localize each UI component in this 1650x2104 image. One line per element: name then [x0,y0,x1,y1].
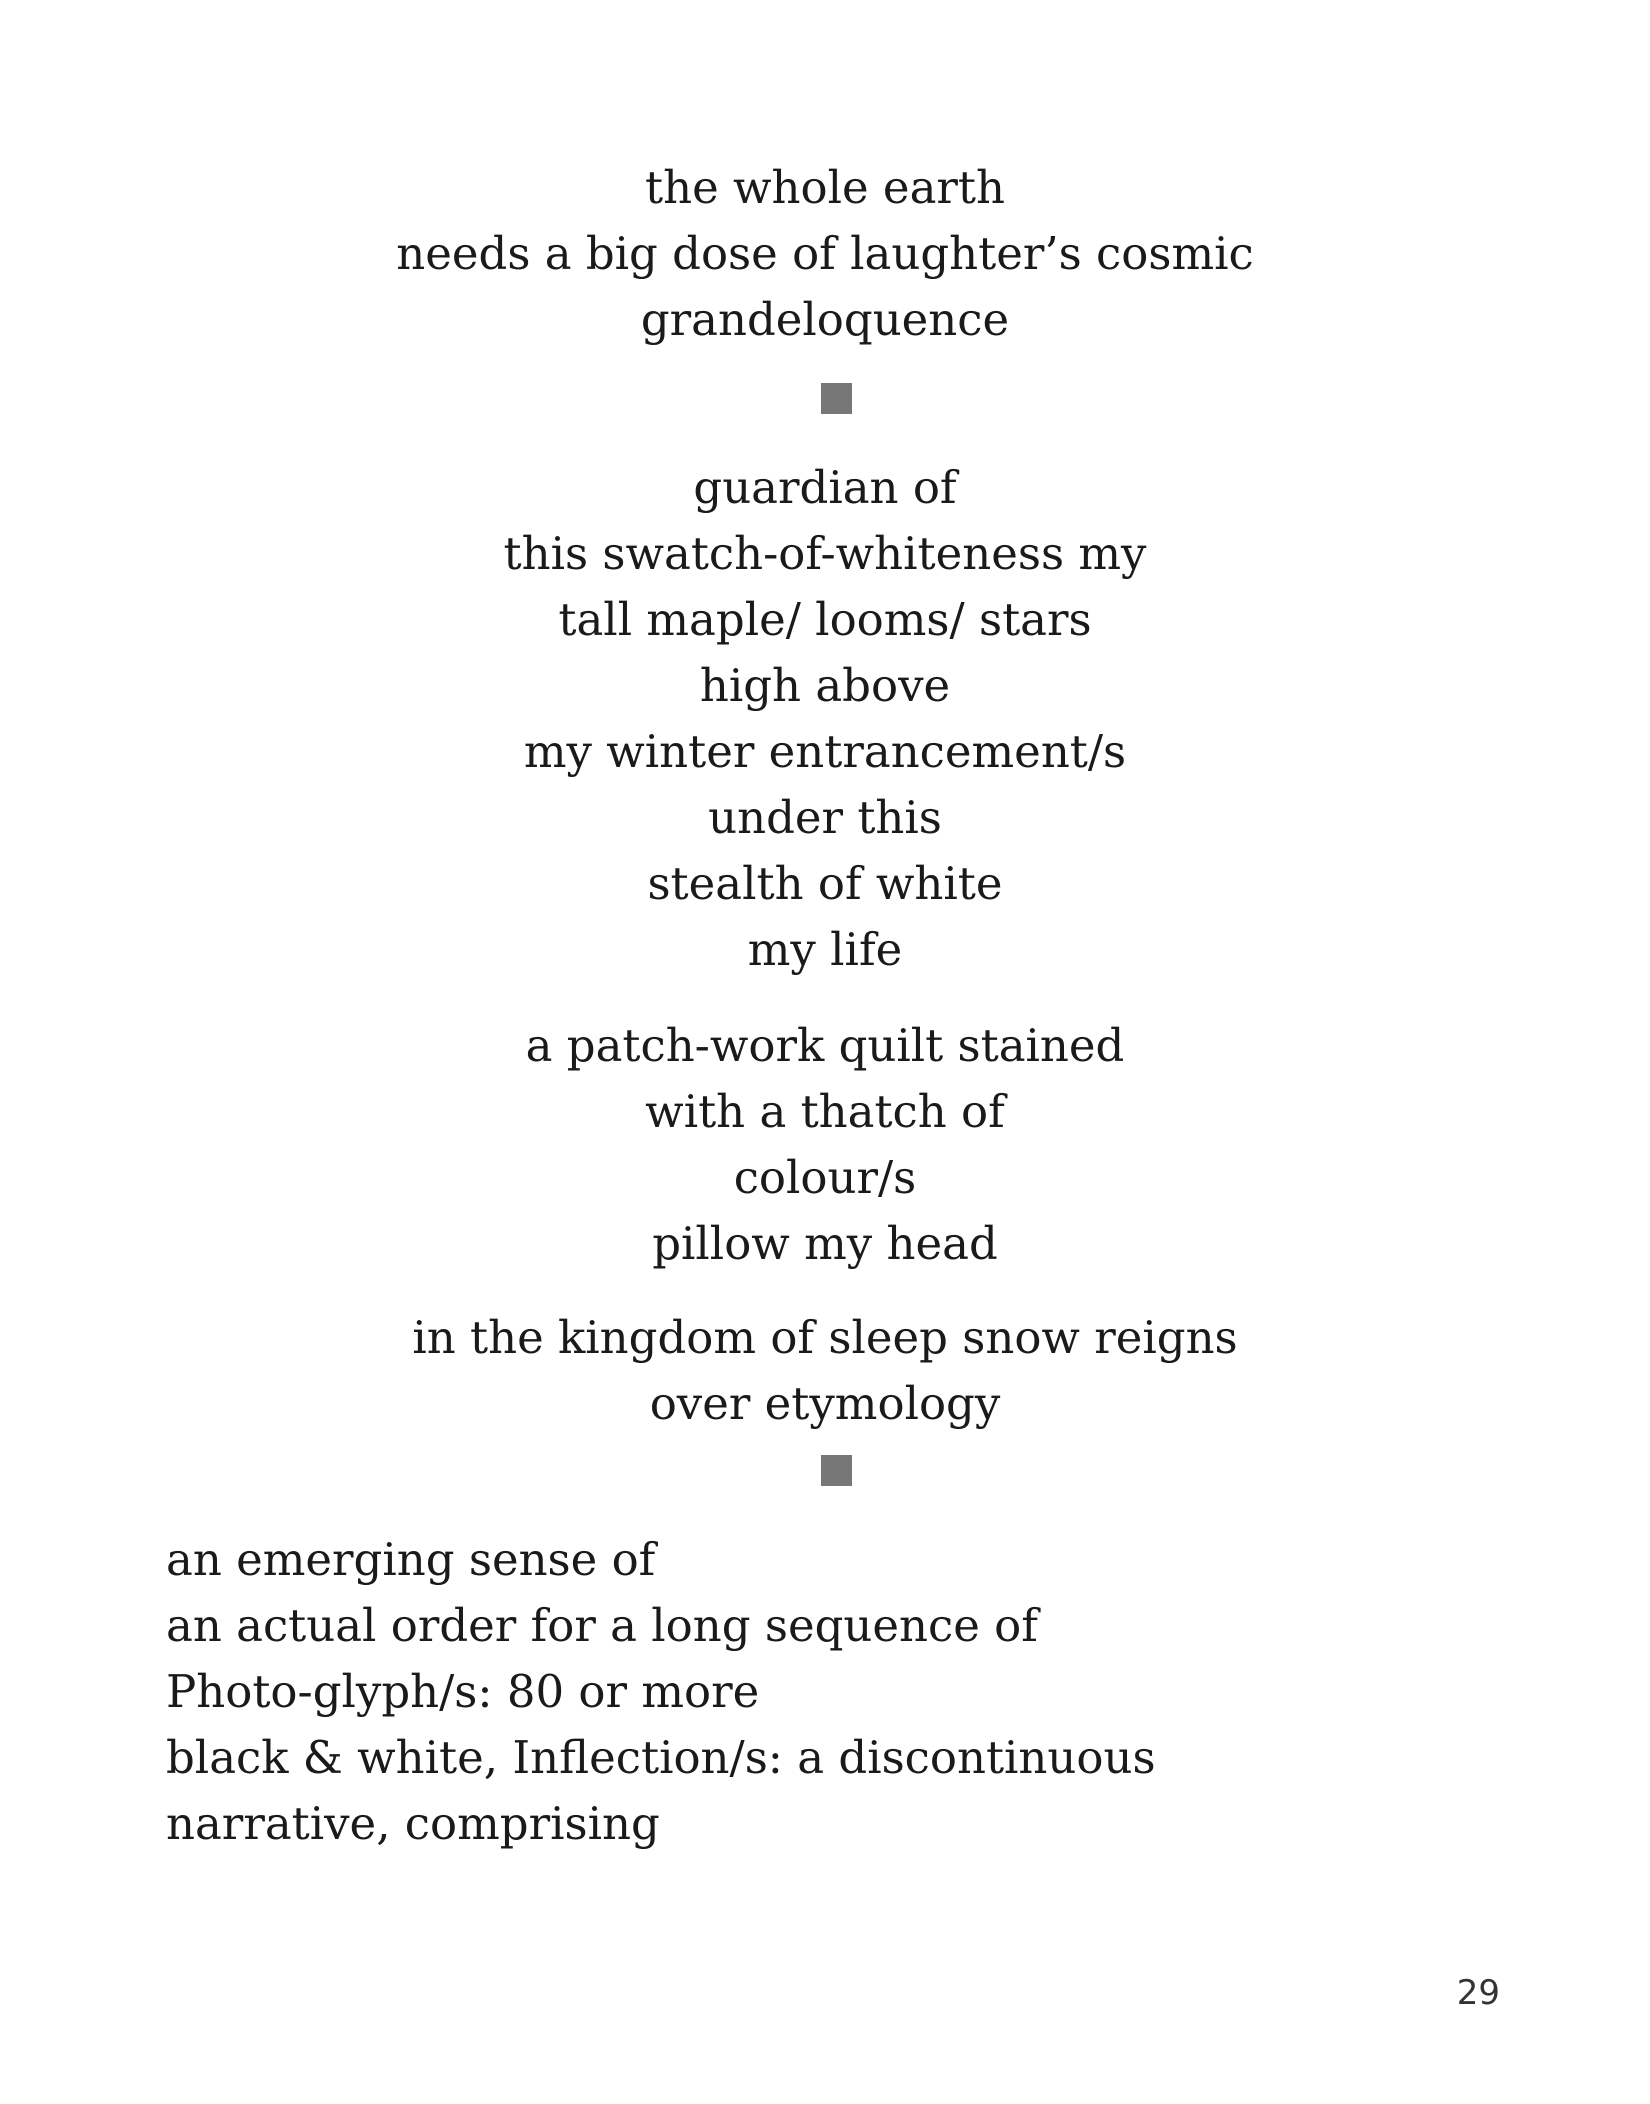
poem-line: with a thatch of [645,1085,1005,1138]
poem-line: my life [747,923,903,976]
poem-line: pillow my head [652,1217,998,1270]
prose-line: narrative, comprising [166,1797,660,1850]
poem-line: over etymology [649,1377,1001,1430]
poem-line: stealth of white [647,857,1003,910]
poem-line: my winter entrancement/s [523,725,1127,778]
prose-line: an emerging sense of [166,1533,656,1586]
section-divider-square [821,1455,852,1486]
prose-line: black & white, Inflection/s: a discontinuous [166,1731,1156,1784]
poem-line: in the kingdom of sleep snow reigns [412,1311,1238,1364]
section-divider-square [821,383,852,414]
poem-line: grandeloquence [640,293,1010,346]
prose-line: an actual order for a long sequence of [166,1599,1038,1652]
poem-line: guardian of [693,461,957,514]
poem-line: under this [708,791,942,844]
poem-line: the whole earth [645,161,1005,214]
poem-line: high above [699,659,951,712]
poem-line: this swatch-of-whiteness my [503,527,1147,580]
stanza-3 [0,1013,1650,1277]
poem-line: a patch-work quilt stained [525,1019,1125,1072]
poem-line: colour/s [733,1151,917,1204]
stanza-4 [0,1305,1650,1437]
stanza-1 [0,155,1650,353]
poem-line: needs a big dose of laughter’s cosmic [396,227,1254,280]
poem-line: tall maple/ looms/ stars [558,593,1092,646]
prose-line: Photo-glyph/s: 80 or more [166,1665,760,1718]
stanza-2 [0,455,1650,983]
stanza-5 [166,1527,1156,1857]
page-number: 29 [1456,1973,1500,2013]
